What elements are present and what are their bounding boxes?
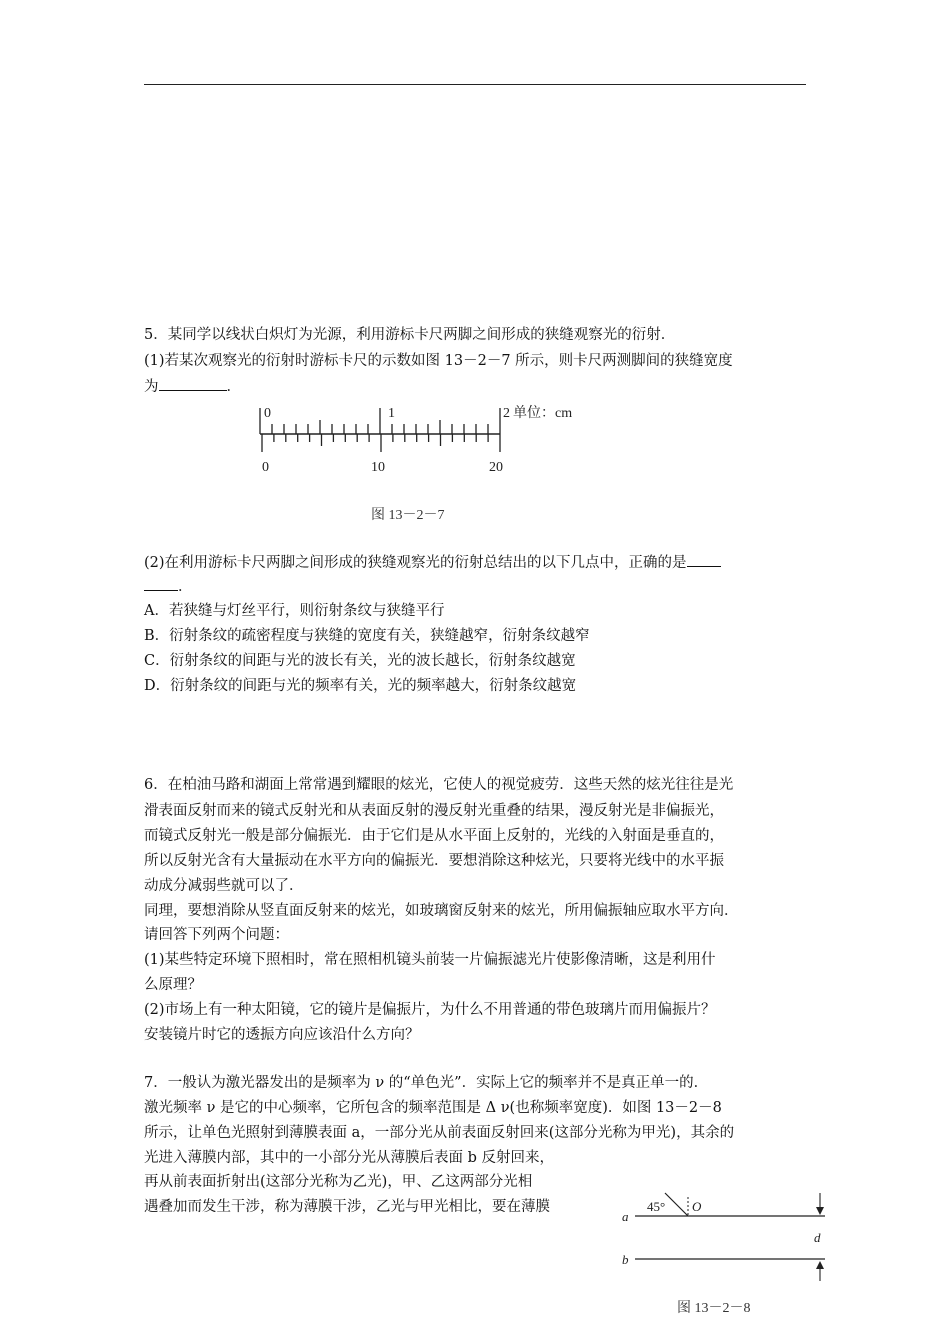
q6-line-11: 安装镜片时它的透振方向应该沿什么方向？ — [144, 1027, 420, 1043]
q7-line-6: 遇叠加而发生干涉，称为薄膜干涉，乙光与甲光相比，要在薄膜 — [144, 1199, 550, 1215]
angle-label: 45° — [647, 1199, 666, 1214]
vernier-caliper-figure — [250, 400, 590, 480]
q6-line-5: 动成分减弱些就可以了． — [144, 878, 304, 894]
q5-answer-blank-2a[interactable] — [687, 552, 721, 567]
vernier-label-0: 0 — [262, 460, 269, 475]
q7-line-2: 激光频率 ν 是它的中心频率，它所包含的频率范围是 Δ ν(也称频率宽度)．如图 13－2－8 — [144, 1100, 722, 1116]
q7-line-5: 再从前表面折射出(这部分光称为乙光)，甲、乙这两部分光相 — [144, 1174, 533, 1190]
main-scale-label-1: 1 — [388, 406, 395, 421]
q5-option-c: C．衍射条纹的间距与光的波长有关，光的波长越长，衍射条纹越宽 — [144, 653, 576, 669]
q6-line-9: 么原理？ — [144, 977, 202, 993]
q7-line-1: 7．一般认为激光器发出的是频率为 ν 的“单色光”．实际上它的频率并不是真正单一的． — [144, 1075, 709, 1091]
q5-part2-end: ． — [178, 579, 193, 595]
thickness-arrowhead-bottom — [816, 1261, 824, 1269]
caliper-ticks — [260, 408, 500, 452]
thickness-arrowhead-top — [816, 1207, 824, 1215]
q5-title: 5．某同学以线状白炽灯为光源，利用游标卡尺两脚之间形成的狭缝观察光的衍射． — [144, 327, 676, 343]
q6-line-1: 6．在柏油马路和湖面上常常遇到耀眼的炫光，它使人的视觉疲劳．这些天然的炫光往往是光 — [144, 777, 734, 793]
caliper-unit-label: 单位：cm — [513, 406, 573, 421]
main-scale-label-2: 2 — [503, 406, 510, 421]
main-scale-label-0: 0 — [264, 406, 271, 421]
q6-line-8: (1)某些特定环境下照相时，常在照相机镜头前装一片偏振滤光片使影像清晰，这是利用什 — [144, 952, 716, 968]
figure-13-2-7-caption: 图 13－2－7 — [371, 508, 445, 523]
q5-option-d: D．衍射条纹的间距与光的频率有关，光的频率越大，衍射条纹越宽 — [144, 678, 577, 694]
q5-part2-text: (2)在利用游标卡尺两脚之间形成的狭缝观察光的衍射总结出的以下几点中，正确的是 — [144, 555, 687, 571]
surface-b-label: b — [622, 1252, 629, 1267]
q5-part1-line2 — [144, 376, 241, 398]
q6-line-10: (2)市场上有一种太阳镜，它的镜片是偏振片，为什么不用普通的带色玻璃片而用偏振片？ — [144, 1002, 716, 1018]
q5-answer-blank-1[interactable] — [159, 376, 227, 391]
vernier-label-20: 20 — [489, 460, 503, 475]
vernier-label-10: 10 — [371, 460, 385, 475]
q5-part1-line1: (1)若某次观察光的衍射时游标卡尺的示数如图 13－2－7 所示，则卡尺两测脚间的狭缝宽度 — [144, 353, 733, 369]
q5-part1-prefix: 为 — [144, 379, 159, 395]
q5-part2-line1 — [144, 552, 721, 574]
q7-line-3: 所示，让单色光照射到薄膜表面 a，一部分光从前表面反射回来(这部分光称为甲光)，其余的 — [144, 1125, 735, 1141]
q5-option-b: B．衍射条纹的疏密程度与狭缝的宽度有关，狭缝越窄，衍射条纹越窄 — [144, 628, 590, 644]
q7-line-4: 光进入薄膜内部，其中的一小部分光从薄膜后表面 b 反射回来， — [144, 1150, 554, 1166]
thin-film-figure — [615, 1185, 835, 1285]
q6-line-7: 请回答下列两个问题： — [144, 927, 289, 943]
q6-line-4: 所以反射光含有大量振动在水平方向的偏振光．要想消除这种炫光，只要将光线中的水平振 — [144, 853, 724, 869]
surface-a-label: a — [622, 1209, 629, 1224]
point-o-label: O — [692, 1199, 702, 1214]
q5-part2-line2 — [144, 576, 193, 598]
incident-ray — [665, 1193, 688, 1216]
thickness-label: d — [814, 1230, 821, 1245]
figure-13-2-8-caption: 图 13－2－8 — [677, 1301, 751, 1316]
q6-line-2: 滑表面反射而来的镜式反射光和从表面反射的漫反射光重叠的结果，漫反射光是非偏振光， — [144, 803, 724, 819]
q5-answer-blank-2b[interactable] — [144, 576, 178, 591]
q6-line-3: 而镜式反射光一般是部分偏振光．由于它们是从水平面上反射的，光线的入射面是垂直的， — [144, 828, 724, 844]
q6-line-6: 同理，要想消除从竖直面反射来的炫光，如玻璃窗反射来的炫光，所用偏振轴应取水平方向． — [144, 903, 739, 919]
q5-part1-end: ． — [226, 379, 241, 395]
header-rule — [144, 84, 806, 85]
q5-option-a: A．若狭缝与灯丝平行，则衍射条纹与狭缝平行 — [144, 603, 445, 619]
